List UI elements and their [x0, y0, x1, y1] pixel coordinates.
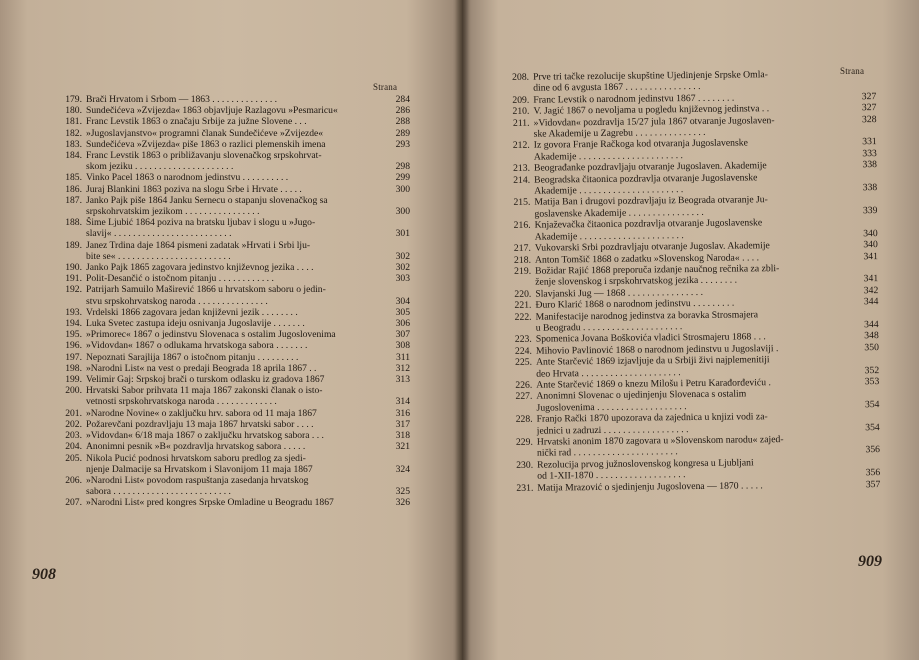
entry-number: 192. — [65, 284, 82, 296]
entry-number: 187. — [65, 194, 82, 206]
toc-entry — [58, 150, 410, 161]
entry-number: 224. — [514, 345, 532, 357]
entry-page: 307 — [395, 329, 410, 341]
entry-page: 328 — [861, 113, 877, 125]
entry-number: 219. — [514, 265, 532, 277]
entry-title: Anton Tomšič 1868 o zadatku »Slovenskog Naroda« . . . . — [534, 251, 760, 266]
entry-page: 344 — [863, 296, 879, 308]
toc-entry — [58, 251, 410, 262]
entry-title: deo Hrvata . . . . . . . . . . . . . . . . . . . . . — [536, 366, 681, 380]
entry-number: 230. — [516, 459, 534, 471]
entry-title: Hrvatski anonim 1870 zagovara u »Slovenskom narodu« zajed- — [536, 434, 784, 448]
entry-page: 357 — [865, 478, 881, 490]
entry-page: 338 — [862, 159, 878, 171]
entry-title: »Narodni List« na vest o predaji Beograda 18 aprila 1867 . . — [86, 362, 317, 374]
entry-page: 340 — [863, 239, 878, 251]
entry-title: Akademije . . . . . . . . . . . . . . . . . . . . . . — [534, 229, 684, 243]
entry-number: 190. — [65, 262, 82, 274]
toc-entry — [58, 217, 410, 228]
toc-entry — [58, 374, 410, 385]
toc-entry — [58, 340, 410, 351]
entry-title: Spomenica Jovana Boškovića vladici Strosmajeru 1868 . . . — [535, 331, 766, 346]
right-page — [462, 0, 919, 660]
entry-number: 227. — [515, 391, 533, 403]
entry-number: 212. — [512, 140, 530, 152]
entry-title: Luka Svetec zastupa ideju osnivanja Jugoslavije . . . . . . . — [86, 318, 305, 330]
entry-title: Matija Mrazović o sjedinjenju Jugoslovena — 1870 . . . . . — [537, 479, 763, 494]
toc-entry — [58, 94, 410, 105]
entry-page: 354 — [865, 421, 880, 433]
entry-number: 214. — [513, 174, 531, 186]
entry-title: u Beogradu . . . . . . . . . . . . . . . . . . . . . — [535, 321, 683, 334]
toc-entry — [58, 262, 410, 273]
entry-page: 304 — [395, 295, 410, 307]
entry-title: »Jugoslavjanstvo« programni članak Sundečićeve »Zvijezde« — [86, 127, 324, 139]
entry-number: 203. — [65, 430, 82, 442]
entry-title: Brači Hrvatom i Srbom — 1863 . . . . . . . . . . . . . . — [86, 94, 278, 105]
entry-number: 205. — [65, 452, 82, 464]
entry-number: 216. — [513, 219, 531, 232]
entry-number: 213. — [513, 162, 531, 175]
entry-title: Jugoslovenima . . . . . . . . . . . . . . . . . . . — [536, 400, 687, 414]
toc-entry — [58, 206, 410, 217]
entry-number: 179. — [65, 94, 82, 105]
entry-number: 221. — [514, 299, 532, 312]
entry-number: 207. — [65, 497, 82, 509]
entry-number: 184. — [65, 150, 82, 162]
entry-page: 313 — [395, 374, 410, 386]
entry-title: Božidar Rajić 1868 preporuča izdanje naučnog rečnika za zbli- — [535, 263, 780, 277]
entry-page: 305 — [395, 306, 410, 318]
entry-page: 341 — [863, 273, 879, 285]
entry-title: Janez Trdina daje 1864 pismeni zadatak »Hrvati i Srbi lju- — [86, 239, 311, 251]
entry-title: skom jeziku . . . . . . . . . . . . . . . . . . . . . — [86, 161, 234, 173]
entry-page: 327 — [861, 90, 877, 103]
entry-title: Ante Starčević 1869 izjavljuje da u Srbiji živi najplemenitiji — [535, 354, 770, 368]
entry-title: Akademije . . . . . . . . . . . . . . . . . . . . . . — [533, 149, 684, 163]
entry-page: 303 — [395, 273, 410, 285]
entry-title: od 1-XII-1870 . . . . . . . . . . . . . . . . . . . — [537, 469, 686, 482]
entry-title: Matija Ban i drugovi pozdravljaju iz Beograda otvaranje Ju- — [534, 194, 768, 209]
entry-title: Akademije . . . . . . . . . . . . . . . . . . . . . . — [534, 184, 684, 197]
page-number: 909 — [858, 553, 882, 570]
entry-title: dine od 6 avgusta 1867 . . . . . . . . . . . . . . . . — [533, 81, 701, 95]
entry-number: 182. — [65, 127, 82, 139]
entry-page: 339 — [862, 204, 878, 217]
entry-page: 350 — [864, 341, 879, 353]
toc-entry — [58, 240, 410, 251]
entry-page: 300 — [395, 183, 410, 195]
page-column-header: Strana — [373, 82, 398, 92]
page-column-header: Strana — [840, 66, 865, 76]
entry-title: jednici u zadruzi . . . . . . . . . . . . . . . . . . — [536, 423, 689, 437]
entry-page: 356 — [865, 467, 881, 479]
entry-page: 306 — [395, 318, 410, 330]
entry-page: 293 — [395, 138, 410, 150]
toc-entry — [58, 284, 410, 295]
entry-number: 195. — [65, 329, 82, 341]
entry-page: 302 — [395, 250, 410, 262]
entry-page: 354 — [864, 398, 880, 410]
entry-title: Knjaževačka čitaonica pozdravlja otvaranje Jugoslavenske — [534, 217, 763, 231]
toc-entry — [58, 464, 410, 475]
entry-page: 342 — [863, 284, 879, 296]
entry-page: 286 — [395, 105, 410, 117]
toc-entry — [58, 430, 410, 441]
entry-title: Požarevčani pozdravljaju 13 maja 1867 hrvatski sabor . . . . — [86, 418, 314, 430]
toc-entry — [58, 105, 410, 116]
entry-title: Vrdelski 1866 zagovara jedan književni jezik . . . . . . . . — [86, 306, 298, 318]
entry-title: Sundečićeva »Zvijezda« piše 1863 o razlici plemenskih imena — [86, 138, 326, 150]
entry-page: 331 — [862, 136, 877, 148]
entry-title: Iz govora Franje Račkoga kod otvaranja Jugoslavenske — [533, 137, 748, 152]
entry-title: Hrvatski Sabor prihvata 11 maja 1867 zakonski članak o isto- — [86, 385, 323, 397]
entry-number: 231. — [516, 482, 534, 494]
entry-number: 200. — [65, 385, 82, 397]
entry-title: Sundečićeva »Zvijezda« 1863 objavljuje Razlagovu »Pesmaricu« — [86, 105, 338, 117]
toc-entry — [58, 318, 410, 329]
entry-page: 356 — [865, 444, 881, 456]
entry-number: 191. — [65, 273, 82, 285]
entry-title: slavij« . . . . . . . . . . . . . . . . . . . . . . . . . — [86, 228, 232, 240]
toc-entry — [58, 486, 410, 497]
entry-title: Franc Levstik o narodnom jedinstvu 1867 . . . . . . . . — [533, 92, 735, 106]
entry-page: 316 — [395, 407, 410, 419]
entry-page: 311 — [395, 351, 410, 363]
entry-page: 333 — [862, 147, 877, 160]
entry-number: 220. — [514, 288, 532, 300]
toc-entry — [58, 441, 410, 452]
entry-title: Franc Levstik 1863 o približavanju slovenačkog srpskohrvat- — [86, 150, 322, 162]
toc-entry — [58, 396, 410, 407]
entry-page: 338 — [862, 182, 878, 194]
entry-number: 229. — [515, 436, 533, 448]
entry-page: 348 — [864, 330, 879, 342]
entry-number: 204. — [65, 441, 82, 453]
entry-title: Slavjanski Jug — 1868 . . . . . . . . . . . . . . . . — [535, 286, 704, 300]
entry-title: njenje Dalmacije sa Hrvatskom i Slavonijom 11 maja 1867 — [86, 463, 313, 475]
entry-page: 314 — [395, 396, 410, 408]
entry-title: Patrijarh Samuilo Maširević 1866 u hrvatskom saboru o jedin- — [86, 284, 326, 296]
entry-number: 185. — [65, 172, 82, 184]
toc-entry — [58, 408, 410, 419]
toc-list — [502, 68, 880, 494]
entry-title: »Vidovdan« pozdravlja 15/27 jula 1867 otvaranje Jugoslaven- — [533, 114, 775, 129]
entry-title: Đuro Klarić 1868 o narodnom jedinstvu . . . . . . . . . — [535, 297, 735, 311]
toc-entry — [58, 363, 410, 374]
entry-number: 218. — [513, 254, 532, 266]
entry-page: 284 — [395, 94, 410, 105]
entry-number: 222. — [514, 311, 532, 323]
entry-page: 288 — [395, 116, 410, 128]
entry-page: 344 — [864, 319, 879, 331]
entry-number: 225. — [515, 356, 533, 369]
entry-title: Nepoznati Sarajlija 1867 o istočnom pitanju . . . . . . . . . — [86, 351, 299, 363]
entry-title: ženje slovenskog i srpskohrvatskog jezika . . . . . . . . — [535, 274, 738, 288]
entry-title: Nikola Pucić podnosi hrvatskom saboru predlog za sjedi- — [86, 452, 306, 464]
entry-page: 352 — [864, 364, 880, 376]
entry-page: 326 — [395, 497, 410, 509]
toc-entry — [58, 161, 410, 172]
entry-title: Beogradska čitaonica pozdravlja otvaranje Jugoslavenske — [534, 171, 758, 186]
entry-title: »Narodne Novine« o zaključku hrv. sabora od 11 maja 1867 — [86, 407, 317, 419]
entry-title: sabora . . . . . . . . . . . . . . . . . . . . . . . . . — [86, 486, 231, 498]
entry-number: 210. — [512, 105, 530, 118]
toc-entry — [58, 273, 410, 284]
entry-title: V. Jagić 1867 o nevoljama u pogledu književnog jedinstva . . — [533, 103, 770, 117]
entry-number: 223. — [514, 334, 532, 346]
entry-number: 217. — [513, 242, 531, 254]
entry-page: 327 — [861, 102, 877, 114]
entry-number: 211. — [512, 117, 530, 129]
entry-number: 183. — [65, 138, 82, 150]
entry-title: »Narodni List« pred kongres Srpske Omladine u Beogradu 1867 — [86, 497, 334, 509]
toc-list — [58, 94, 410, 509]
entry-title: Šime Ljubić 1864 poziva na bratsku ljubav i slogu u »Jugo- — [86, 217, 316, 229]
entry-page: 300 — [395, 206, 410, 218]
toc-entry — [58, 296, 410, 307]
entry-number: 198. — [65, 362, 82, 374]
entry-title: Mihovio Pavlinović 1868 o narodnom jedinstvu u Jugoslaviji . — [535, 342, 779, 357]
entry-title: goslavenske Akademije . . . . . . . . . . . . . . . . — [534, 206, 704, 220]
entry-title: Vukovarski Srbi pozdravljaju otvaranje Jugoslav. Akademije — [534, 240, 770, 254]
entry-title: Janko Pajk piše 1864 Janku Sernecu o stapanju slovenačkog sa — [86, 194, 328, 206]
entry-number: 196. — [65, 340, 82, 352]
entry-page: 341 — [863, 250, 879, 262]
entry-title: nički rad . . . . . . . . . . . . . . . . . . . . . . — [536, 446, 678, 460]
toc-entry — [58, 228, 410, 239]
entry-title: »Vidovdan« 6/18 maja 1867 o zaključku hrvatskog sabora . . . — [86, 430, 324, 442]
entry-title: Polit-Desančić o istočnom pitanju . . . . . . . . . . . . — [86, 273, 274, 285]
entry-number: 193. — [65, 306, 82, 318]
entry-number: 202. — [65, 418, 82, 430]
entry-title: Beograđanke pozdravljaju otvaranje Jugoslaven. Akademije — [533, 160, 767, 174]
toc-entry — [58, 128, 410, 139]
toc-entry — [58, 116, 410, 127]
entry-title: Manifestacije narodnog jedinstva za boravka Strosmajera — [535, 308, 759, 323]
toc-entry — [58, 475, 410, 486]
entry-number: 206. — [65, 474, 82, 486]
toc-entry — [58, 453, 410, 464]
entry-title: Anonimni Slovenac o ujedinjenju Slovenaca s ostalim — [536, 388, 747, 403]
entry-page: 340 — [863, 227, 878, 239]
entry-page: 289 — [395, 127, 410, 139]
toc-entry — [58, 419, 410, 430]
entry-title: Janko Pajk 1865 zagovara jedinstvo književnog jezika . . . . — [86, 262, 314, 274]
entry-title: Franjo Rački 1870 upozorava da zajednica u knjizi vodi za- — [536, 411, 768, 425]
entry-title: Velimir Gaj: Srpskoj brači o turskom odlasku iz gradova 1867 — [86, 374, 325, 386]
entry-number: 209. — [512, 94, 530, 106]
entry-number: 186. — [65, 183, 82, 195]
entry-number: 197. — [65, 351, 82, 363]
entry-page: 299 — [395, 172, 410, 184]
entry-page: 324 — [395, 463, 410, 475]
entry-title: Franc Levstik 1863 o značaju Srbije za južne Slovene . . . — [86, 116, 307, 128]
entry-title: vetnosti srpskohrvatskoga naroda . . . . . . . . . . . . . — [86, 396, 277, 408]
entry-title: Prve tri tačke rezolucije skupštine Ujedinjenje Srpske Omla- — [532, 69, 768, 83]
toc-entry — [58, 139, 410, 150]
entry-page: 302 — [395, 262, 410, 274]
toc-entry — [58, 329, 410, 340]
book-gutter — [455, 0, 469, 660]
entry-number: 228. — [515, 413, 533, 426]
entry-title: stvu srpskohrvatskog naroda . . . . . . . . . . . . . . . — [86, 295, 268, 307]
entry-title: bite se« . . . . . . . . . . . . . . . . . . . . . . . . — [86, 250, 231, 262]
entry-page: 312 — [395, 362, 410, 374]
entry-page: 318 — [395, 430, 410, 442]
entry-number: 208. — [512, 71, 530, 83]
toc-entry — [58, 195, 410, 206]
entry-number: 180. — [65, 105, 82, 117]
entry-number: 226. — [515, 379, 533, 391]
toc-entry — [58, 172, 410, 183]
entry-page: 353 — [864, 376, 880, 388]
entry-title: Vinko Pacel 1863 o narodnom jedinstvu . . . . . . . . . . — [86, 172, 289, 184]
entry-number: 189. — [65, 239, 82, 251]
entry-number: 194. — [65, 318, 82, 330]
entry-page: 298 — [395, 161, 410, 173]
entry-page: 325 — [395, 486, 410, 498]
entry-number: 199. — [65, 374, 82, 386]
entry-page: 301 — [395, 228, 410, 240]
entry-page: 308 — [395, 340, 410, 352]
entry-title: »Narodni List« povodom raspuštanja zasedanja hrvatskog — [86, 474, 309, 486]
entry-title: Rezolucija prvog južnoslovenskog kongresa u Ljubljani — [537, 457, 754, 471]
entry-title: »Primorec« 1867 o jedinstvu Slovenaca s ostalim Jugoslovenima — [86, 329, 336, 341]
entry-number: 201. — [65, 407, 82, 419]
entry-page: 321 — [395, 441, 410, 453]
entry-number: 215. — [513, 197, 531, 209]
entry-number: 188. — [65, 217, 82, 229]
entry-number: 181. — [65, 116, 82, 128]
entry-title: »Vidovdan« 1867 o odlukama hrvatskoga sabora . . . . . . . — [86, 340, 308, 352]
page-number: 908 — [32, 566, 56, 583]
toc-entry — [58, 184, 410, 195]
entry-title: srpskohrvatskim jezikom . . . . . . . . . . . . . . . . — [86, 206, 260, 218]
entry-title: Ante Starčević 1869 o knezu Milošu i Petru Karađorđeviću . — [536, 377, 771, 391]
toc-entry — [58, 307, 410, 318]
entry-title: ske Akademije u Zagrebu . . . . . . . . . . . . . . . — [533, 126, 706, 140]
entry-page: 317 — [395, 418, 410, 430]
toc-entry — [58, 385, 410, 396]
entry-title: Juraj Blankini 1863 poziva na slogu Srbe i Hrvate . . . . . — [86, 183, 302, 195]
toc-entry — [58, 352, 410, 363]
toc-entry — [58, 497, 410, 508]
entry-title: Anonimni pesnik »B« pozdravlja hrvatskog sabora . . . . . — [86, 441, 306, 453]
